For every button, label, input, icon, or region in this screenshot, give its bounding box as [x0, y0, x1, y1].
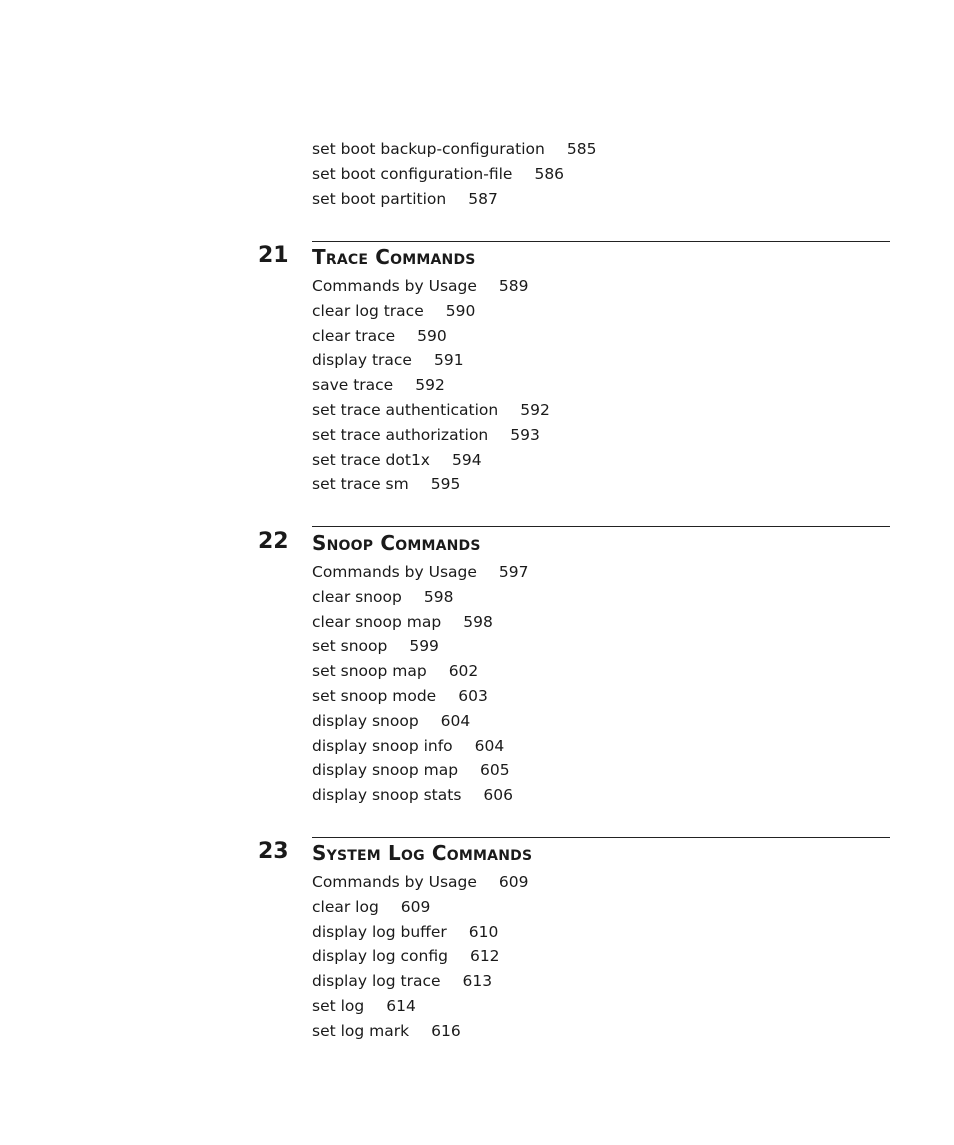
toc-entry-label: Commands by Usage [312, 277, 477, 295]
toc-entry-page: 592 [520, 400, 550, 419]
toc-entry-page: 602 [448, 662, 479, 681]
toc-entry-label: set boot backup-configuration [312, 140, 545, 158]
toc-entry[interactable] [312, 734, 529, 759]
toc-entry-page: 609 [498, 873, 529, 891]
toc-entry[interactable] [312, 162, 596, 187]
toc-entry-page: 616 [431, 1021, 461, 1040]
toc-entry-page: 603 [458, 686, 488, 705]
chapter-23-number: 23 [258, 839, 289, 864]
toc-entry-label: set boot partition [312, 189, 447, 208]
toc-entry[interactable] [312, 610, 529, 635]
toc-entry[interactable] [312, 299, 550, 324]
toc-entry-label: set snoop [312, 637, 388, 656]
toc-entry-label: display snoop map [312, 761, 459, 780]
toc-entry-label: set trace dot1x [312, 450, 430, 469]
chapter-22-title[interactable]: Snoop Commands [312, 531, 481, 555]
toc-entry[interactable] [312, 472, 550, 497]
toc-entry-label: set log mark [312, 1021, 410, 1040]
toc-entry[interactable] [312, 758, 529, 783]
toc-entry-page: 610 [468, 922, 499, 941]
toc-entry-label: display snoop info [312, 736, 453, 755]
toc-entry-label: set log [312, 996, 365, 1015]
toc-entry-page: 585 [566, 140, 597, 158]
chapter-21-title[interactable]: Trace Commands [312, 245, 476, 269]
toc-entry-page: 591 [433, 351, 464, 370]
intro-entry-list [312, 137, 596, 211]
toc-entry-label: display snoop [312, 711, 419, 730]
chapter-22-rule [312, 526, 890, 527]
toc-entry-label: display snoop stats [312, 786, 462, 805]
chapter-22-entry-list [312, 560, 529, 808]
toc-entry-label: display log trace [312, 972, 441, 991]
toc-entry[interactable] [312, 944, 529, 969]
toc-entry[interactable] [312, 895, 529, 920]
toc-entry[interactable] [312, 348, 550, 373]
toc-entry-label: set trace authorization [312, 425, 489, 444]
toc-entry-page: 609 [400, 897, 431, 916]
toc-entry-page: 590 [445, 301, 476, 320]
toc-entry-page: 606 [483, 786, 513, 805]
toc-entry-page: 595 [430, 475, 461, 494]
toc-entry-page: 589 [498, 277, 529, 295]
toc-entry[interactable] [312, 783, 529, 808]
toc-entry[interactable] [312, 920, 529, 945]
toc-entry-page: 605 [480, 761, 510, 780]
toc-entry-label: clear snoop [312, 587, 402, 606]
toc-entry[interactable] [312, 659, 529, 684]
toc-entry[interactable] [312, 373, 550, 398]
toc-entry-page: 614 [386, 996, 416, 1015]
toc-entry[interactable] [312, 994, 529, 1019]
toc-entry[interactable] [312, 709, 529, 734]
toc-entry-label: display trace [312, 351, 412, 370]
toc-entry[interactable] [312, 448, 550, 473]
toc-entry[interactable] [312, 684, 529, 709]
toc-entry-label: set trace authentication [312, 400, 499, 419]
toc-entry-label: display log config [312, 947, 448, 966]
toc-entry-page: 613 [462, 972, 493, 991]
toc-entry[interactable] [312, 560, 529, 585]
toc-entry-page: 599 [409, 637, 439, 656]
toc-entry[interactable] [312, 585, 529, 610]
toc-entry-page: 590 [417, 326, 447, 345]
toc-entry-label: clear log [312, 897, 379, 916]
toc-entry-label: clear trace [312, 326, 396, 345]
toc-entry[interactable] [312, 969, 529, 994]
toc-entry[interactable] [312, 274, 550, 299]
chapter-23-entry-list [312, 870, 529, 1044]
toc-entry-label: set boot configuration-file [312, 164, 513, 183]
toc-entry-page: 604 [440, 711, 471, 730]
chapter-23-title[interactable]: System Log Commands [312, 841, 533, 865]
toc-entry-page: 612 [469, 947, 500, 966]
toc-entry-page: 586 [534, 164, 565, 183]
toc-entry-label: set trace sm [312, 475, 409, 494]
chapter-21-entry-list [312, 274, 550, 497]
toc-entry-label: Commands by Usage [312, 873, 477, 891]
toc-entry-page: 597 [498, 563, 529, 581]
toc-entry-label: save trace [312, 376, 394, 395]
toc-entry[interactable] [312, 187, 596, 212]
toc-entry-page: 587 [468, 189, 498, 208]
toc-entry-label: clear snoop map [312, 612, 442, 631]
toc-entry-page: 592 [415, 376, 445, 395]
toc-entry[interactable] [312, 398, 550, 423]
toc-entry-page: 594 [451, 450, 482, 469]
toc-entry-page: 598 [463, 612, 493, 631]
chapter-22-number: 22 [258, 529, 289, 554]
toc-entry-label: display log buffer [312, 922, 447, 941]
toc-entry-label: clear log trace [312, 301, 424, 320]
toc-entry-label: Commands by Usage [312, 563, 477, 581]
chapter-21-number: 21 [258, 243, 289, 268]
toc-entry-label: set snoop mode [312, 686, 437, 705]
toc-entry[interactable] [312, 1019, 529, 1044]
toc-entry[interactable] [312, 423, 550, 448]
toc-entry[interactable] [312, 870, 529, 895]
toc-entry[interactable] [312, 324, 550, 349]
toc-entry-label: set snoop map [312, 662, 427, 681]
toc-entry[interactable] [312, 137, 596, 162]
toc-entry-page: 598 [423, 587, 454, 606]
toc-entry-page: 604 [474, 736, 505, 755]
toc-entry[interactable] [312, 634, 529, 659]
toc-entry-page: 593 [510, 425, 540, 444]
